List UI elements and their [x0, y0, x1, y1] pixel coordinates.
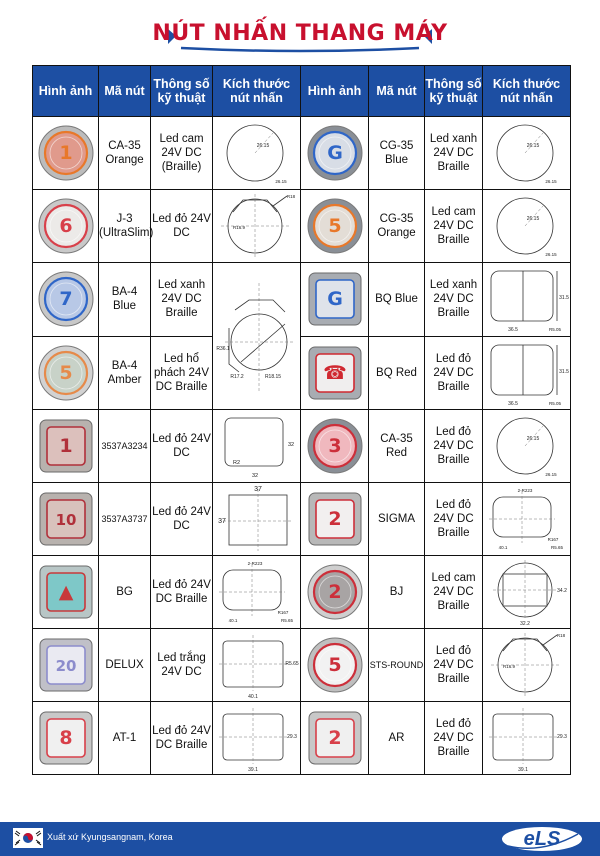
product-spec: Led cam 24V DC Braille	[425, 556, 483, 629]
dimension-cell	[483, 556, 571, 629]
dimension-label: 34.2	[556, 588, 567, 594]
product-table	[32, 65, 571, 775]
button-digit: G	[326, 288, 343, 311]
dimension-label: R2	[232, 460, 240, 466]
product-spec: Led hổ phách 24V DC Braille	[151, 336, 213, 410]
title-banner	[0, 18, 600, 54]
dimension-cell	[483, 336, 571, 410]
square-bezel-button-icon	[36, 560, 96, 624]
dimension-label: 36.5	[507, 327, 518, 334]
product-image-cell	[301, 629, 369, 702]
round-bezel-button-icon	[305, 633, 365, 697]
product-spec: Led cam 24V DC (Braille)	[151, 117, 213, 190]
korea-flag-icon	[13, 828, 43, 848]
dimension-label: R5.65	[550, 545, 563, 550]
product-spec: Led đỏ 24V DC Braille	[425, 410, 483, 483]
header-image: Hình ảnh	[33, 66, 99, 117]
dimension-drawing-icon	[215, 556, 299, 628]
page-title: NÚT NHẤN THANG MÁY	[152, 21, 448, 46]
header-code: Mã nút	[369, 66, 425, 117]
dimension-label: R16.9	[502, 664, 515, 669]
button-digit: 1	[58, 142, 73, 164]
button-digit: 2	[327, 581, 342, 603]
dimension-cell	[483, 410, 571, 483]
product-spec: Led đỏ 24V DC	[151, 190, 213, 263]
product-image-cell	[301, 117, 369, 190]
dimension-label: R5.05	[548, 327, 561, 333]
product-code: STS-ROUND	[369, 629, 425, 702]
header-dimension: Kích thước nút nhấn	[483, 66, 571, 117]
round-bezel-button-icon	[36, 341, 96, 405]
dimension-cell	[213, 117, 301, 190]
table-row	[33, 556, 571, 629]
dimension-drawing-icon	[215, 483, 299, 555]
product-spec: Led đỏ 24V DC Braille	[425, 629, 483, 702]
els-logo	[500, 826, 584, 852]
round-bezel-button-icon	[36, 267, 96, 331]
product-image-cell	[301, 190, 369, 263]
product-image-cell	[33, 483, 99, 556]
dimension-label: 32	[287, 442, 294, 448]
square-bezel-button-icon	[36, 414, 96, 478]
dimension-cell	[213, 556, 301, 629]
dimension-drawing-icon	[485, 702, 569, 774]
dimension-drawing-icon	[215, 410, 299, 482]
product-code: J-3 (UltraSlim)	[99, 190, 151, 263]
header-image: Hình ảnh	[301, 66, 369, 117]
dimension-label: 36.5	[507, 400, 518, 407]
product-code: AT-1	[99, 702, 151, 775]
dimension-drawing-icon	[485, 117, 569, 189]
dimension-label: 26.15	[256, 143, 269, 149]
dimension-label: 39.1	[517, 767, 528, 773]
dimension-label: 26.15	[544, 472, 557, 477]
button-digit: 2	[327, 727, 342, 749]
product-image-cell	[33, 263, 99, 337]
product-image-cell	[301, 263, 369, 337]
square-bezel-button-icon	[305, 487, 365, 551]
dimension-label: R5.05	[548, 400, 561, 406]
dimension-label: R167	[277, 610, 288, 615]
product-image-cell	[33, 629, 99, 702]
dimension-label: R167	[547, 537, 558, 542]
dimension-cell	[213, 702, 301, 775]
product-image-cell	[301, 556, 369, 629]
product-image-cell	[33, 117, 99, 190]
header-spec: Thông số kỹ thuật	[425, 66, 483, 117]
square-bezel-button-icon	[36, 706, 96, 770]
dimension-label: R16.9	[232, 225, 245, 230]
square-bezel-button-icon	[305, 341, 365, 405]
button-digit: 5	[58, 361, 73, 384]
button-digit: G	[326, 142, 343, 164]
product-spec: Led đỏ 24V DC Braille	[425, 702, 483, 775]
table-row	[33, 190, 571, 263]
product-code: BG	[99, 556, 151, 629]
dimension-cell	[483, 629, 571, 702]
product-image-cell	[33, 336, 99, 410]
product-image-cell	[33, 702, 99, 775]
product-spec: Led trắng 24V DC	[151, 629, 213, 702]
dimension-label: 26.15	[544, 252, 557, 257]
product-spec: Led đỏ 24V DC	[151, 410, 213, 483]
product-spec: Led đỏ 24V DC Braille	[151, 556, 213, 629]
dimension-label: 26.15	[274, 179, 287, 184]
dimension-drawing-icon	[485, 190, 569, 262]
product-code: BA-4 Amber	[99, 336, 151, 410]
dimension-drawing-icon	[215, 629, 299, 701]
product-image-cell	[301, 702, 369, 775]
button-digit: 1	[58, 435, 73, 457]
product-code: BQ Blue	[369, 263, 425, 337]
product-code: BJ	[369, 556, 425, 629]
round-bezel-button-icon	[305, 194, 365, 258]
product-code: AR	[369, 702, 425, 775]
button-digit: 20	[55, 657, 76, 675]
table-row	[33, 483, 571, 556]
dimension-cell	[483, 483, 571, 556]
round-bezel-button-icon	[305, 414, 365, 478]
dimension-label: 37	[217, 518, 226, 525]
dimension-cell	[213, 483, 301, 556]
header-code: Mã nút	[99, 66, 151, 117]
button-digit: 8	[58, 727, 73, 749]
product-spec: Led đỏ 24V DC Braille	[425, 336, 483, 410]
dimension-drawing-icon	[215, 263, 299, 409]
dimension-label: R17.2	[229, 374, 244, 380]
dimension-drawing-icon	[215, 117, 299, 189]
footer-bar	[0, 822, 600, 856]
dimension-drawing-icon	[485, 483, 569, 555]
dimension-label: R18	[556, 633, 565, 638]
product-code: DELUX	[99, 629, 151, 702]
product-image-cell	[301, 410, 369, 483]
dimension-label: 31.5	[558, 295, 569, 302]
button-digit: 2	[327, 508, 342, 530]
product-spec: Led xanh 24V DC Braille	[425, 117, 483, 190]
dimension-label: 26.15	[526, 436, 539, 442]
round-flat-button-icon	[36, 194, 96, 258]
dimension-label: 40.1	[498, 545, 507, 550]
round-bezel-button-icon	[36, 121, 96, 185]
button-digit: 10	[55, 511, 76, 529]
dimension-cell	[213, 190, 301, 263]
square-bezel-button-icon	[36, 633, 96, 697]
table-row	[33, 117, 571, 190]
table-row	[33, 629, 571, 702]
round-bezel-button-icon	[305, 560, 365, 624]
header-spec: Thông số kỹ thuật	[151, 66, 213, 117]
dimension-drawing-icon	[215, 190, 299, 262]
table-row	[33, 410, 571, 483]
dimension-drawing-icon	[485, 337, 569, 409]
dimension-drawing-icon	[485, 556, 569, 628]
product-code: BA-4 Blue	[99, 263, 151, 337]
dimension-label: R5.65	[284, 661, 299, 667]
product-code: BQ Red	[369, 336, 425, 410]
square-bezel-button-icon	[305, 706, 365, 770]
dimension-cell	[483, 117, 571, 190]
product-code: 3537A3737	[99, 483, 151, 556]
round-bezel-button-icon	[305, 121, 365, 185]
origin-text: Xuất xứ Kyungsangnam, Korea	[47, 832, 173, 842]
dimension-label: 29.3	[286, 734, 297, 740]
button-digit: 5	[327, 215, 342, 237]
product-image-cell	[33, 556, 99, 629]
table-row	[33, 336, 571, 410]
dimension-label: 40.1	[228, 618, 237, 623]
dimension-label: 2-R223	[517, 488, 532, 493]
button-digit: ▲	[58, 581, 73, 603]
dimension-drawing-icon	[485, 629, 569, 701]
product-code: 3537A3234	[99, 410, 151, 483]
dimension-cell	[483, 190, 571, 263]
dimension-label: 29.3	[556, 734, 567, 740]
dimension-label: R36.1	[215, 346, 230, 352]
dimension-label: 26.15	[526, 143, 539, 149]
dimension-drawing-icon	[215, 702, 299, 774]
product-code: CG-35 Orange	[369, 190, 425, 263]
dimension-cell	[213, 263, 301, 410]
dimension-label: 26.15	[526, 216, 539, 222]
square-bezel-button-icon	[36, 487, 96, 551]
dimension-label: R18	[286, 194, 295, 199]
header-dimension: Kích thước nút nhấn	[213, 66, 301, 117]
product-image-cell	[301, 483, 369, 556]
dimension-cell	[213, 410, 301, 483]
button-digit: 3	[327, 435, 342, 457]
button-digit: 6	[58, 215, 73, 237]
product-spec: Led xanh 24V DC Braille	[151, 263, 213, 337]
dimension-label: 40.1	[247, 694, 258, 700]
product-spec: Led đỏ 24V DC Braille	[425, 483, 483, 556]
button-digit: 7	[58, 288, 73, 311]
dimension-label: 26.15	[544, 179, 557, 184]
product-image-cell	[301, 336, 369, 410]
dimension-label: 32.2	[519, 621, 530, 627]
table-row	[33, 702, 571, 775]
dimension-cell	[483, 702, 571, 775]
dimension-label: 2-R223	[247, 561, 262, 566]
dimension-label: 31.5	[558, 368, 569, 375]
product-code: SIGMA	[369, 483, 425, 556]
square-bezel-button-icon	[305, 267, 365, 331]
dimension-label: 32	[251, 473, 258, 479]
dimension-label: R18.15	[264, 374, 281, 380]
button-digit: 5	[327, 654, 342, 676]
product-spec: Led xanh 24V DC Braille	[425, 263, 483, 337]
product-image-cell	[33, 190, 99, 263]
product-code: CA-35 Orange	[99, 117, 151, 190]
table-row	[33, 263, 571, 337]
logo-text: eLS	[523, 828, 561, 850]
button-digit: ☎	[322, 361, 347, 384]
product-spec: Led cam 24V DC Braille	[425, 190, 483, 263]
dimension-drawing-icon	[485, 263, 569, 335]
table-header-row	[33, 66, 571, 117]
dimension-label: 39.1	[247, 767, 258, 773]
dimension-drawing-icon	[485, 410, 569, 482]
product-code: CG-35 Blue	[369, 117, 425, 190]
product-code: CA-35 Red	[369, 410, 425, 483]
product-image-cell	[33, 410, 99, 483]
product-spec: Led đỏ 24V DC	[151, 483, 213, 556]
dimension-label: R5.65	[280, 618, 293, 623]
product-spec: Led đỏ 24V DC Braille	[151, 702, 213, 775]
dimension-cell	[483, 263, 571, 337]
dimension-label: 37	[253, 486, 262, 493]
dimension-cell	[213, 629, 301, 702]
